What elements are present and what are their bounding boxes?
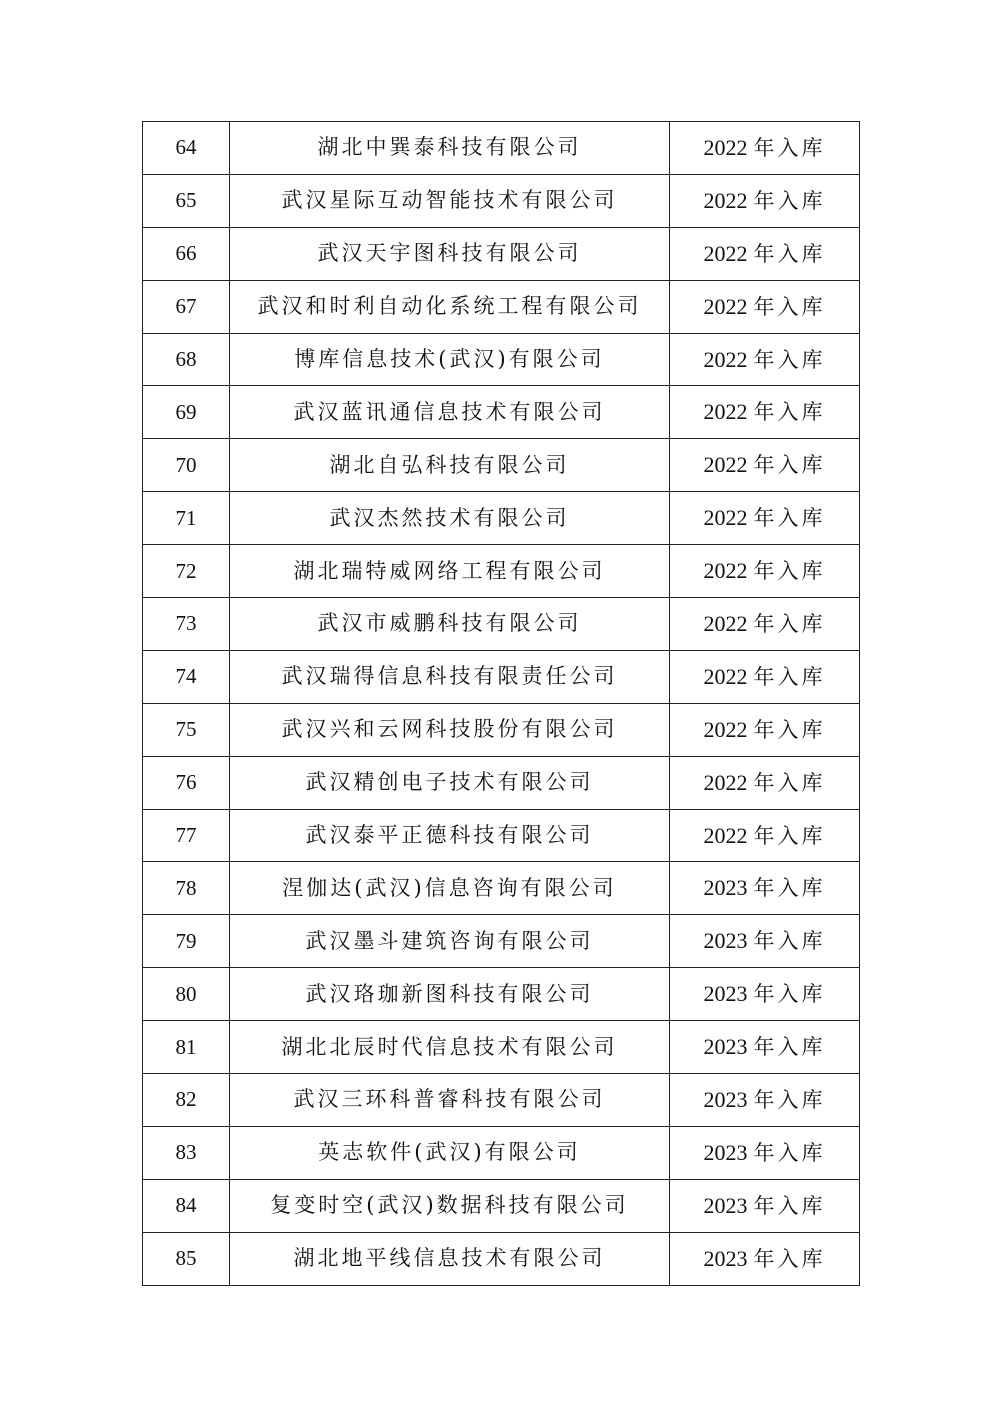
entry-year-cell	[670, 333, 860, 386]
row-number-cell: 80	[143, 968, 230, 1021]
table-row	[143, 756, 860, 809]
entry-year-suffix: 年入库	[753, 1140, 826, 1165]
row-number-cell: 83	[143, 1126, 230, 1179]
table-row	[143, 809, 860, 862]
company-name-cell: 武汉杰然技术有限公司	[230, 492, 670, 545]
company-name-cell: 武汉精创电子技术有限公司	[230, 756, 670, 809]
entry-year-suffix: 年入库	[753, 559, 826, 584]
row-number-cell: 72	[143, 545, 230, 598]
company-name-cell: 湖北北辰时代信息技术有限公司	[230, 1021, 670, 1074]
entry-year-cell	[670, 439, 860, 492]
entry-year-value: 2022	[703, 610, 748, 636]
row-number-cell: 75	[143, 703, 230, 756]
company-name-cell: 湖北瑞特威网络工程有限公司	[230, 545, 670, 598]
company-name-cell: 武汉墨斗建筑咨询有限公司	[230, 915, 670, 968]
table-row	[143, 703, 860, 756]
table-row	[143, 386, 860, 439]
company-name-cell: 武汉珞珈新图科技有限公司	[230, 968, 670, 1021]
table-row	[143, 227, 860, 280]
entry-year-cell	[670, 1126, 860, 1179]
row-number-cell: 70	[143, 439, 230, 492]
entry-year-value: 2022	[703, 134, 748, 160]
entry-year-cell	[670, 862, 860, 915]
table-row	[143, 174, 860, 227]
entry-year-suffix: 年入库	[753, 982, 826, 1007]
row-number-cell: 68	[143, 333, 230, 386]
company-name-cell: 武汉天宇图科技有限公司	[230, 227, 670, 280]
company-name-cell: 武汉泰平正德科技有限公司	[230, 809, 670, 862]
entry-year-suffix: 年入库	[753, 1193, 826, 1218]
company-name-cell: 武汉市威鹏科技有限公司	[230, 598, 670, 651]
entry-year-suffix: 年入库	[753, 347, 826, 372]
entry-year-suffix: 年入库	[753, 664, 826, 689]
entry-year-cell	[670, 492, 860, 545]
row-number-cell: 84	[143, 1179, 230, 1232]
row-number-cell: 79	[143, 915, 230, 968]
table-row	[143, 915, 860, 968]
company-name-cell: 英志软件(武汉)有限公司	[230, 1126, 670, 1179]
entry-year-value: 2023	[703, 1034, 748, 1060]
entry-year-suffix: 年入库	[753, 717, 826, 742]
entry-year-cell	[670, 915, 860, 968]
entry-year-value: 2022	[703, 663, 748, 689]
table-row	[143, 439, 860, 492]
row-number-cell: 64	[143, 122, 230, 175]
entry-year-suffix: 年入库	[753, 823, 826, 848]
entry-year-suffix: 年入库	[753, 929, 826, 954]
company-name-cell: 湖北地平线信息技术有限公司	[230, 1232, 670, 1285]
table-row	[143, 968, 860, 1021]
entry-year-suffix: 年入库	[753, 294, 826, 319]
row-number-cell: 66	[143, 227, 230, 280]
entry-year-suffix: 年入库	[753, 400, 826, 425]
row-number-cell: 71	[143, 492, 230, 545]
entry-year-cell	[670, 545, 860, 598]
entry-year-cell	[670, 703, 860, 756]
entry-year-value: 2023	[703, 1086, 748, 1112]
entry-year-suffix: 年入库	[753, 188, 826, 213]
entry-year-cell	[670, 280, 860, 333]
company-name-cell: 武汉和时利自动化系统工程有限公司	[230, 280, 670, 333]
row-number-cell: 73	[143, 598, 230, 651]
row-number-cell: 74	[143, 650, 230, 703]
entry-year-value: 2022	[703, 399, 748, 425]
entry-year-cell	[670, 1021, 860, 1074]
entry-year-value: 2023	[703, 981, 748, 1007]
company-name-cell: 涅伽达(武汉)信息咨询有限公司	[230, 862, 670, 915]
entry-year-suffix: 年入库	[753, 770, 826, 795]
company-table-body	[143, 122, 860, 1286]
entry-year-value: 2022	[703, 452, 748, 478]
entry-year-value: 2022	[703, 187, 748, 213]
row-number-cell: 69	[143, 386, 230, 439]
row-number-cell: 81	[143, 1021, 230, 1074]
entry-year-value: 2022	[703, 769, 748, 795]
entry-year-cell	[670, 1179, 860, 1232]
table-row	[143, 598, 860, 651]
entry-year-cell	[670, 1074, 860, 1127]
table-row	[143, 650, 860, 703]
entry-year-suffix: 年入库	[753, 1087, 826, 1112]
row-number-cell: 77	[143, 809, 230, 862]
entry-year-suffix: 年入库	[753, 876, 826, 901]
entry-year-value: 2022	[703, 822, 748, 848]
entry-year-value: 2022	[703, 346, 748, 372]
company-name-cell: 武汉三环科普睿科技有限公司	[230, 1074, 670, 1127]
row-number-cell: 78	[143, 862, 230, 915]
company-name-cell: 武汉星际互动智能技术有限公司	[230, 174, 670, 227]
company-name-cell: 博库信息技术(武汉)有限公司	[230, 333, 670, 386]
entry-year-suffix: 年入库	[753, 453, 826, 478]
entry-year-cell	[670, 227, 860, 280]
entry-year-value: 2022	[703, 240, 748, 266]
table-row	[143, 545, 860, 598]
entry-year-value: 2023	[703, 1245, 748, 1271]
entry-year-value: 2023	[703, 928, 748, 954]
row-number-cell: 76	[143, 756, 230, 809]
entry-year-cell	[670, 598, 860, 651]
company-table	[142, 121, 860, 1286]
company-name-cell: 武汉瑞得信息科技有限责任公司	[230, 650, 670, 703]
row-number-cell: 67	[143, 280, 230, 333]
entry-year-suffix: 年入库	[753, 241, 826, 266]
row-number-cell: 85	[143, 1232, 230, 1285]
entry-year-value: 2022	[703, 505, 748, 531]
table-row	[143, 122, 860, 175]
entry-year-cell	[670, 809, 860, 862]
table-row	[143, 1021, 860, 1074]
table-row	[143, 1232, 860, 1285]
entry-year-suffix: 年入库	[753, 611, 826, 636]
entry-year-cell	[670, 968, 860, 1021]
entry-year-value: 2022	[703, 293, 748, 319]
entry-year-value: 2023	[703, 1139, 748, 1165]
table-row	[143, 333, 860, 386]
table-row	[143, 492, 860, 545]
entry-year-cell	[670, 174, 860, 227]
entry-year-cell	[670, 650, 860, 703]
entry-year-suffix: 年入库	[753, 1246, 826, 1271]
entry-year-value: 2023	[703, 875, 748, 901]
entry-year-suffix: 年入库	[753, 135, 826, 160]
entry-year-value: 2023	[703, 1192, 748, 1218]
company-name-cell: 湖北中巽泰科技有限公司	[230, 122, 670, 175]
table-row	[143, 1179, 860, 1232]
entry-year-suffix: 年入库	[753, 1035, 826, 1060]
table-row	[143, 1074, 860, 1127]
table-row	[143, 862, 860, 915]
company-name-cell: 湖北自弘科技有限公司	[230, 439, 670, 492]
entry-year-value: 2022	[703, 558, 748, 584]
row-number-cell: 82	[143, 1074, 230, 1127]
table-row	[143, 280, 860, 333]
company-name-cell: 武汉兴和云网科技股份有限公司	[230, 703, 670, 756]
entry-year-cell	[670, 122, 860, 175]
table-row	[143, 1126, 860, 1179]
entry-year-value: 2022	[703, 716, 748, 742]
entry-year-cell	[670, 386, 860, 439]
entry-year-cell	[670, 756, 860, 809]
entry-year-cell	[670, 1232, 860, 1285]
company-name-cell: 武汉蓝讯通信息技术有限公司	[230, 386, 670, 439]
entry-year-suffix: 年入库	[753, 506, 826, 531]
row-number-cell: 65	[143, 174, 230, 227]
company-name-cell: 复变时空(武汉)数据科技有限公司	[230, 1179, 670, 1232]
